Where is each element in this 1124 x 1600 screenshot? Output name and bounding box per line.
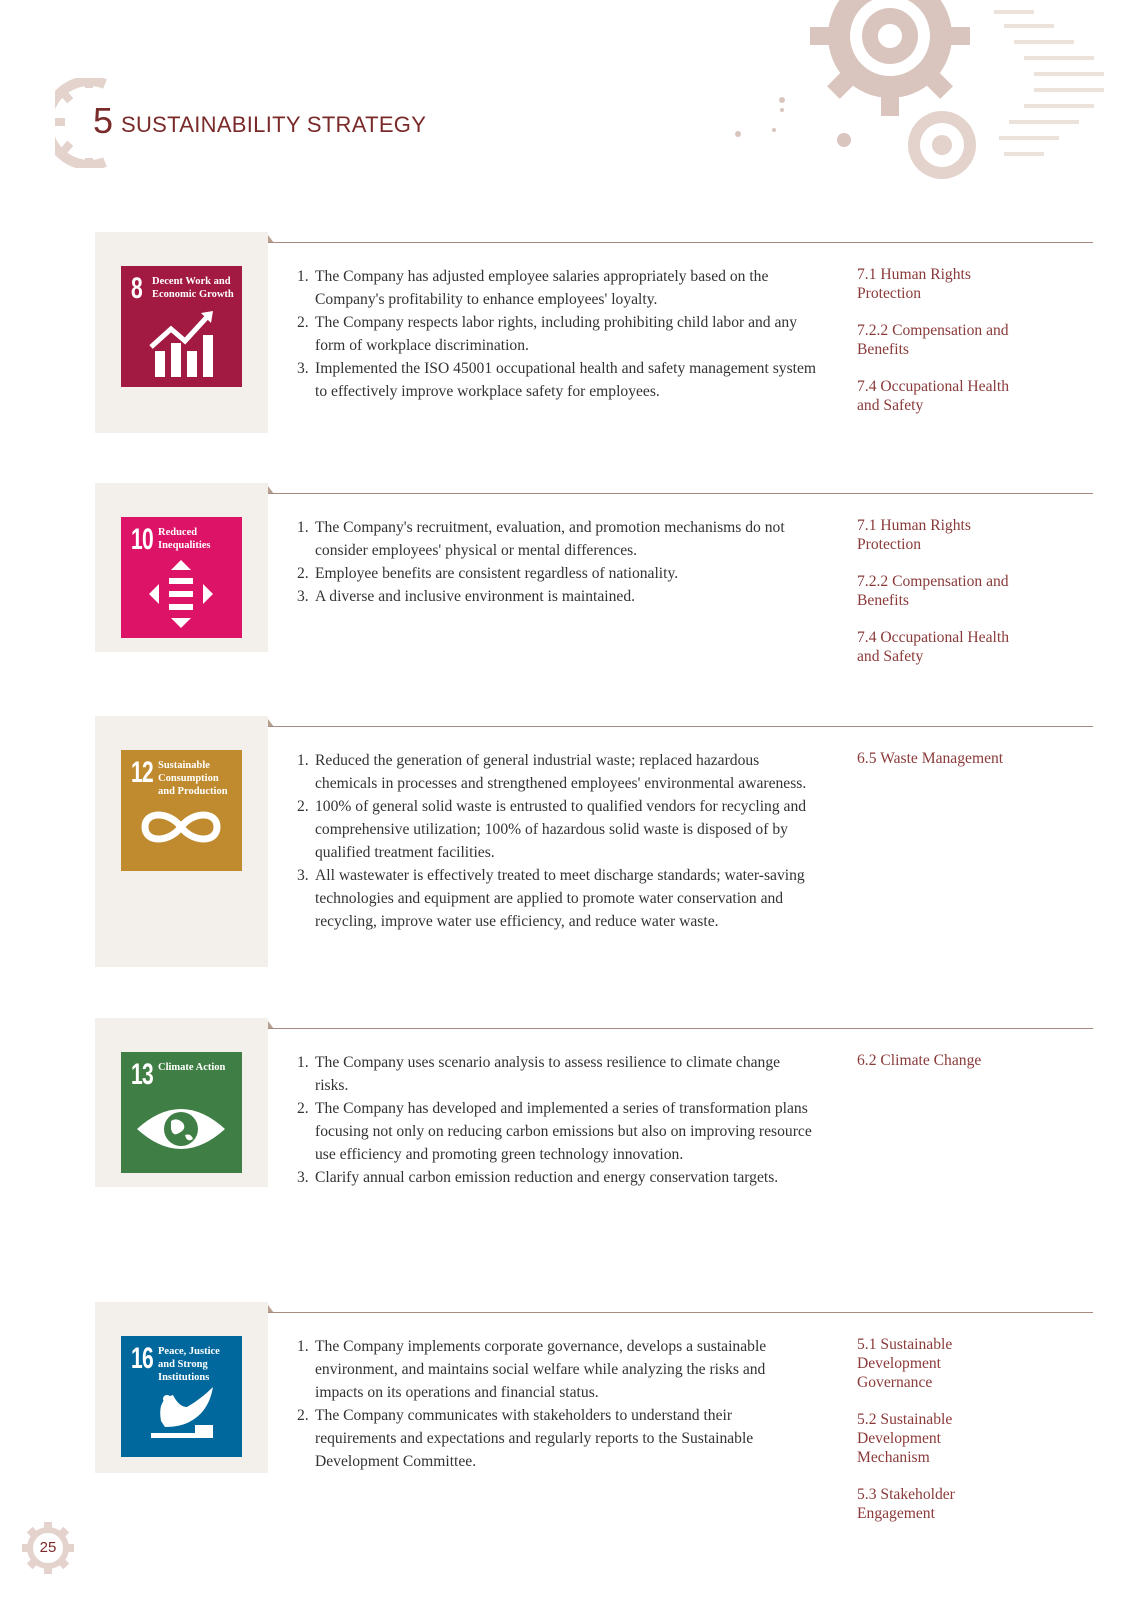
sdg-13-tile [121,1052,242,1173]
small-gear-icon [837,111,976,179]
page-number-badge [22,1522,74,1574]
section-divider [268,242,1093,243]
chapter-references [857,1051,1017,1088]
reference-link[interactable]: 5.1 Sustainable Development Governance [857,1336,953,1391]
reference-link[interactable]: 7.4 Occupational Health and Safety [857,378,1009,414]
list-item: 3. A diverse and inclusive environment is maintained. [297,588,636,605]
sdg-section-10 [95,483,1009,688]
chapter-references [857,1335,1017,1541]
reference-link[interactable]: 5.2 Sustainable Development Mechanism [857,1411,953,1466]
chapter-title: SUSTAINABILITY STRATEGY [121,112,427,137]
sdg-section-16 [95,1302,1000,1532]
sdg-number: 13 [131,1058,153,1091]
reference-link[interactable]: 7.2.2 Compensation and Benefits [857,573,1009,609]
chapter-references [857,516,1017,684]
page-header [55,78,555,168]
sdg-number: 8 [131,272,142,305]
reference-link[interactable]: 7.1 Human Rights Protection [857,517,971,553]
page-number: 25 [39,1539,57,1556]
decorative-gears-graphic [704,0,1124,230]
section-divider [268,493,1093,494]
sdg-number: 16 [131,1342,153,1375]
reference-link[interactable]: 6.5 Waste Management [857,750,1004,767]
actions-list [297,1051,817,1189]
chapter-number: 5 [93,100,114,141]
sdg-16-tile [121,1336,242,1457]
sdg-number: 10 [131,523,153,556]
reference-link[interactable]: 7.4 Occupational Health and Safety [857,629,1009,665]
reference-link[interactable]: 7.2.2 Compensation and Benefits [857,322,1009,358]
reference-link[interactable]: 7.1 Human Rights Protection [857,266,971,302]
sdg-section-8 [95,232,1009,437]
section-divider [268,726,1093,727]
reference-link[interactable]: 5.3 Stakeholder Engagement [857,1486,955,1522]
list-item: 2. The Company communicates with stakeholders to understand their requirements and expectations and regularly reports to the Sustainable Development Committee. [297,1407,754,1470]
sdg-section-13 [95,1018,1000,1238]
list-item: 3. All wastewater is effectively treated to meet discharge standards; water-saving technologies and equipment are applied to promote water conservation and recycling, improve water use efficiency, and reduce water waste. [297,867,805,930]
actions-list [297,516,817,608]
list-item: 2. The Company respects labor rights, including prohibiting child labor and any form of workplace discrimination. [297,314,798,354]
infinity-loop-icon [121,791,242,863]
sdg-10-tile [121,517,242,638]
list-item: 3. Implemented the ISO 45001 occupational health and safety management system to effectively improve workplace safety for employees. [297,360,817,400]
sdg-section-12 [95,716,1004,976]
sdg-label: Reduced Inequalities [158,527,211,551]
earth-eye-icon [121,1093,242,1165]
sdg-12-tile [121,750,242,871]
list-item: 1. Reduced the generation of general industrial waste; replaced hazardous chemicals in processes and strengthened employees' environmental awareness. [297,752,807,792]
actions-list [297,749,817,933]
list-item: 1. The Company has adjusted employee salaries appropriately based on the Company's profitability to enhance employees' loyalty. [297,268,769,308]
sdg-number: 12 [131,756,153,789]
sdg-label: Sustainable Consumption and Production [158,760,228,797]
sdg-label: Peace, Justice and Strong Institutions [158,1346,220,1383]
section-divider [268,1028,1093,1029]
sdg-8-tile [121,266,242,387]
growth-chart-icon [121,307,242,379]
sdg-label: Climate Action [158,1062,226,1073]
section-divider [268,1312,1093,1313]
actions-list [297,265,817,403]
actions-list [297,1335,817,1473]
dove-gavel-icon [121,1377,242,1449]
sdg-label: Decent Work and Economic Growth [152,276,234,300]
list-item: 1. The Company implements corporate governance, develops a sustainable environment, and maintains social welfare while analyzing the risks and impacts on its operations and financial status. [297,1338,767,1401]
list-item: 1. The Company's recruitment, evaluation, and promotion mechanisms do not consider employees' physical or mental differences. [297,519,785,559]
chapter-references [857,749,1017,786]
equality-arrows-icon [121,558,242,630]
list-item: 2. Employee benefits are consistent regardless of nationality. [297,565,679,582]
chapter-references [857,265,1017,433]
list-item: 1. The Company uses scenario analysis to assess resilience to climate change risks. [297,1054,781,1094]
list-item: 3. Clarify annual carbon emission reduction and energy conservation targets. [297,1169,779,1186]
list-item: 2. The Company has developed and implemented a series of transformation plans focusing not only on reducing carbon emissions but also on improving resource use efficiency and promoting green technology innovation. [297,1100,812,1163]
list-item: 2. 100% of general solid waste is entrusted to qualified vendors for recycling and comprehensive utilization; 100% of hazardous solid waste is disposed of by qualified treatment facilities. [297,798,807,861]
reference-link[interactable]: 6.2 Climate Change [857,1052,982,1069]
